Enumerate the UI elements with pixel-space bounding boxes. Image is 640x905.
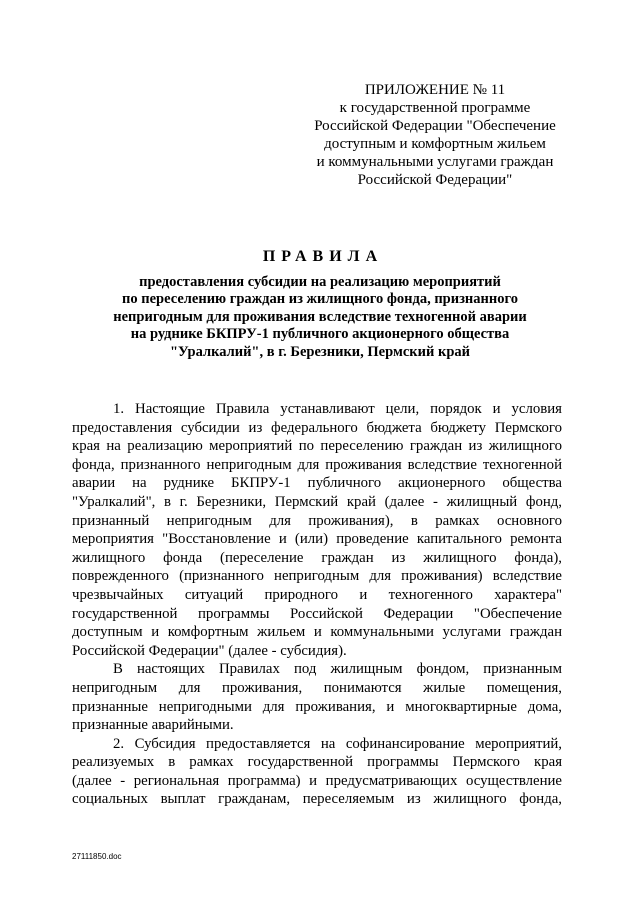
paragraph-line: "Уралкалий", в г. Березники, Пермский край (далее - жилищный фонд,: [72, 493, 562, 510]
paragraph-line: социальных выплат гражданам, переселяемым из жилищного фонда,: [72, 791, 562, 808]
appendix-line: к государственной программе: [339, 100, 531, 116]
paragraph-line: доступным и комфортным жильем и коммунальными услугами граждан: [72, 624, 562, 641]
subtitle-line: "Уралкалий", в г. Березники, Пермский край: [170, 343, 470, 360]
paragraph-line: признанные аварийными.: [72, 717, 234, 734]
appendix-line: доступным и комфортным жильем: [324, 136, 546, 152]
paragraph-line: чрезвычайных ситуаций природного и техногенного характера": [72, 586, 562, 603]
appendix-line: Российской Федерации": [357, 172, 513, 188]
document-body: [72, 400, 562, 809]
paragraph-line: реализуемых в рамках государственной программы Пермского края: [72, 754, 562, 771]
paragraph-line: В настоящих Правилах под жилищным фондом, признанным: [113, 661, 562, 678]
paragraph-line: Российской Федерации" (далее - субсидия).: [72, 642, 347, 659]
paragraph-line: признанные непригодными для проживания, и многоквартирные дома,: [72, 698, 562, 715]
paragraph-line: непригодным для проживания, понимаются жилые помещения,: [72, 679, 562, 696]
paragraph-line: признанный непригодным для проживания), в рамках основного: [72, 512, 562, 529]
paragraph-line: предоставления субсидии из федерального бюджета бюджету Пермского: [72, 419, 562, 436]
paragraph-line: 1. Настоящие Правила устанавливают цели, порядок и условия: [113, 401, 562, 417]
paragraph-line: (далее - региональная программа) и предусматривающих осуществление: [72, 772, 562, 789]
paragraph-line: 2. Субсидия предоставляется на софинансирование мероприятий,: [113, 735, 562, 752]
appendix-line: и коммунальными услугами граждан: [316, 154, 554, 170]
paragraph-line: жилищного фонда (переселение граждан из жилищного фонда),: [72, 549, 562, 566]
appendix-title: ПРИЛОЖЕНИЕ № 11: [364, 82, 506, 98]
paragraph-line: фонда, признанного непригодным для проживания вследствие техногенной: [72, 456, 562, 473]
document-subtitle: [80, 274, 560, 361]
paragraph-line: аварии на руднике БКПРУ-1 публичного акционерного общества: [72, 475, 562, 492]
document-title: ПРАВИЛА: [262, 248, 384, 265]
paragraph-line: поврежденного (признанного непригодным для проживания) вследствие: [72, 568, 562, 585]
paragraph-line: государственной программы Российской Федерации "Обеспечение: [72, 605, 562, 622]
subtitle-line: непригодным для проживания вследствие техногенной аварии: [113, 308, 527, 325]
subtitle-line: предоставления субсидии на реализацию мероприятий: [139, 274, 501, 290]
file-name-footer: 27111850.doc: [72, 852, 122, 861]
appendix-line: Российской Федерации "Обеспечение: [314, 118, 556, 134]
paragraph-line: мероприятия "Восстановление и (или) проведение капитального ремонта: [72, 531, 562, 548]
appendix-header: [300, 81, 570, 189]
subtitle-line: на руднике БКПРУ-1 публичного акционерного общества: [130, 326, 510, 343]
paragraph-line: края на реализацию мероприятий по переселению граждан из жилищного: [72, 438, 562, 455]
subtitle-line: по переселению граждан из жилищного фонда, признанного: [122, 291, 518, 308]
